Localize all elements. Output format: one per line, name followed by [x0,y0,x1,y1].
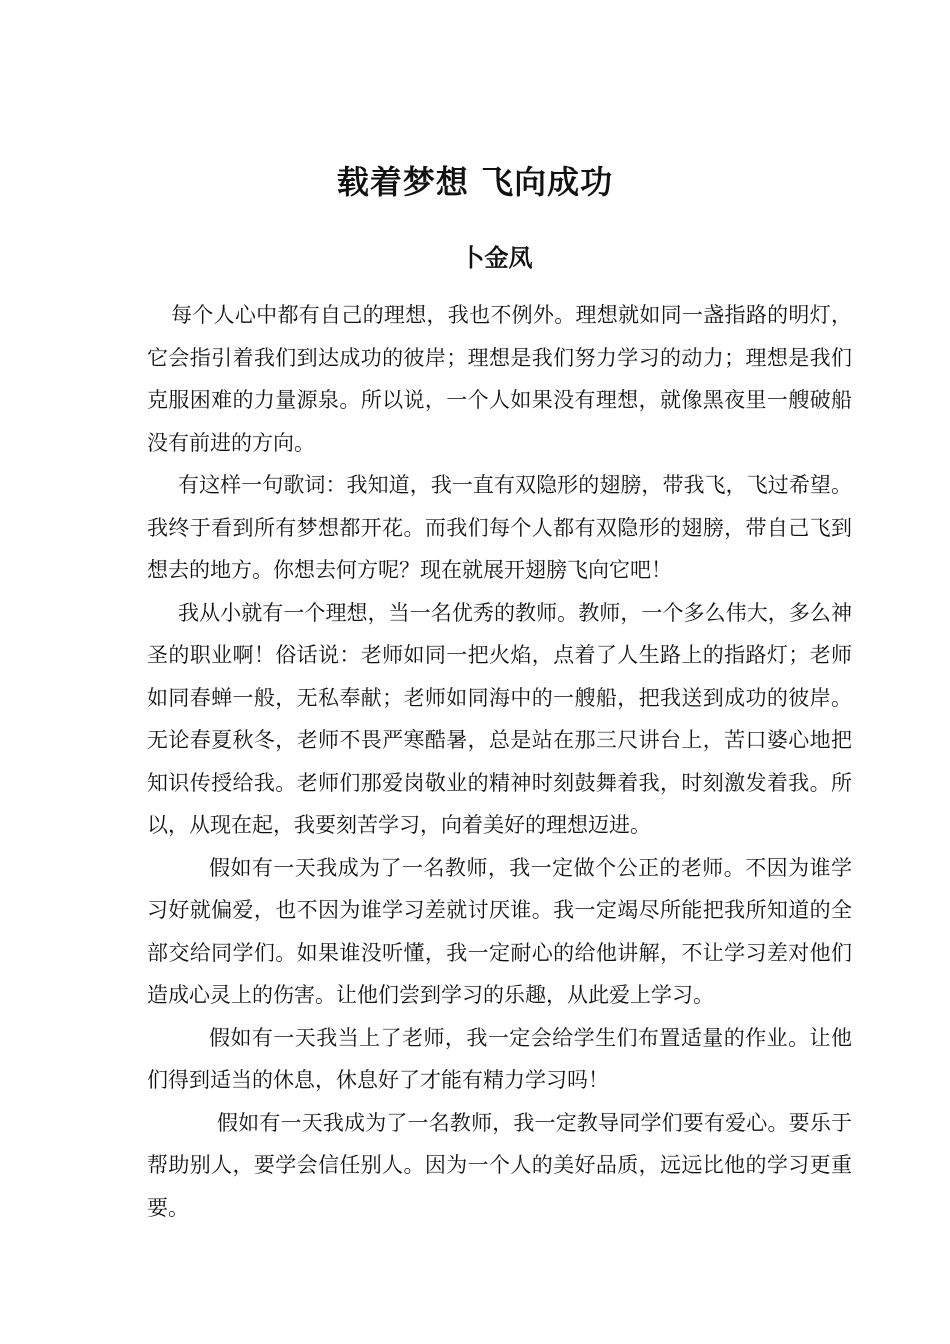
paragraph: 假如有一天我成为了一名教师，我一定教导同学们要有爱心。要乐于帮助别人，要学会信任别人。因为一个人的美好品质，远远比他的学习更重要。 [147,1110,852,1220]
paragraph: 我从小就有一个理想，当一名优秀的教师。教师，一个多么伟大，多么神圣的职业啊！俗话说：老师如同一把火焰，点着了人生路上的指路灯；老师如同春蝉一般，无私奉献；老师如同海中的一艘船，把我送到成功的彼岸。无论春夏秋冬，老师不畏严寒酷暑，总是站在那三尺讲台上，苦口婆心地把知识传授给我。老师们那爱岗敬业的精神时刻鼓舞着我，时刻激发着我。所以，从现在起，我要刻苦学习，向着美好的理想迈进。 [147,600,852,837]
document-body [147,294,852,1229]
paragraph: 假如有一天我成为了一名教师，我一定做个公正的老师。不因为谁学习好就偏爱，也不因为谁学习差就讨厌谁。我一定竭尽所能把我所知道的全部交给同学们。如果谁没听懂，我一定耐心的给他讲解，不让学习差对他们造成心灵上的伤害。让他们尝到学习的乐趣，从此爱上学习。 [147,855,852,1007]
document-title: 载着梦想 飞向成功 [336,163,614,201]
paragraph: 有这样一句歌词：我知道，我一直有双隐形的翅膀，带我飞，飞过希望。我终于看到所有梦想都开花。而我们每个人都有双隐形的翅膀，带自己飞到想去的地方。你想去何方呢？现在就展开翅膀飞向它吧！ [147,473,852,582]
paragraph: 每个人心中都有自己的理想，我也不例外。理想就如同一盏指路的明灯，它会指引着我们到达成功的彼岸；理想是我们努力学习的动力；理想是我们克服困难的力量源泉。所以说，一个人如果没有理想，就像黑夜里一艘破船没有前进的方向。 [147,303,852,455]
paragraph: 假如有一天我当上了老师，我一定会给学生们布置适量的作业。让他们得到适当的休息，休息好了才能有精力学习吗！ [147,1025,852,1092]
document-author: 卜金凤 [460,244,533,272]
